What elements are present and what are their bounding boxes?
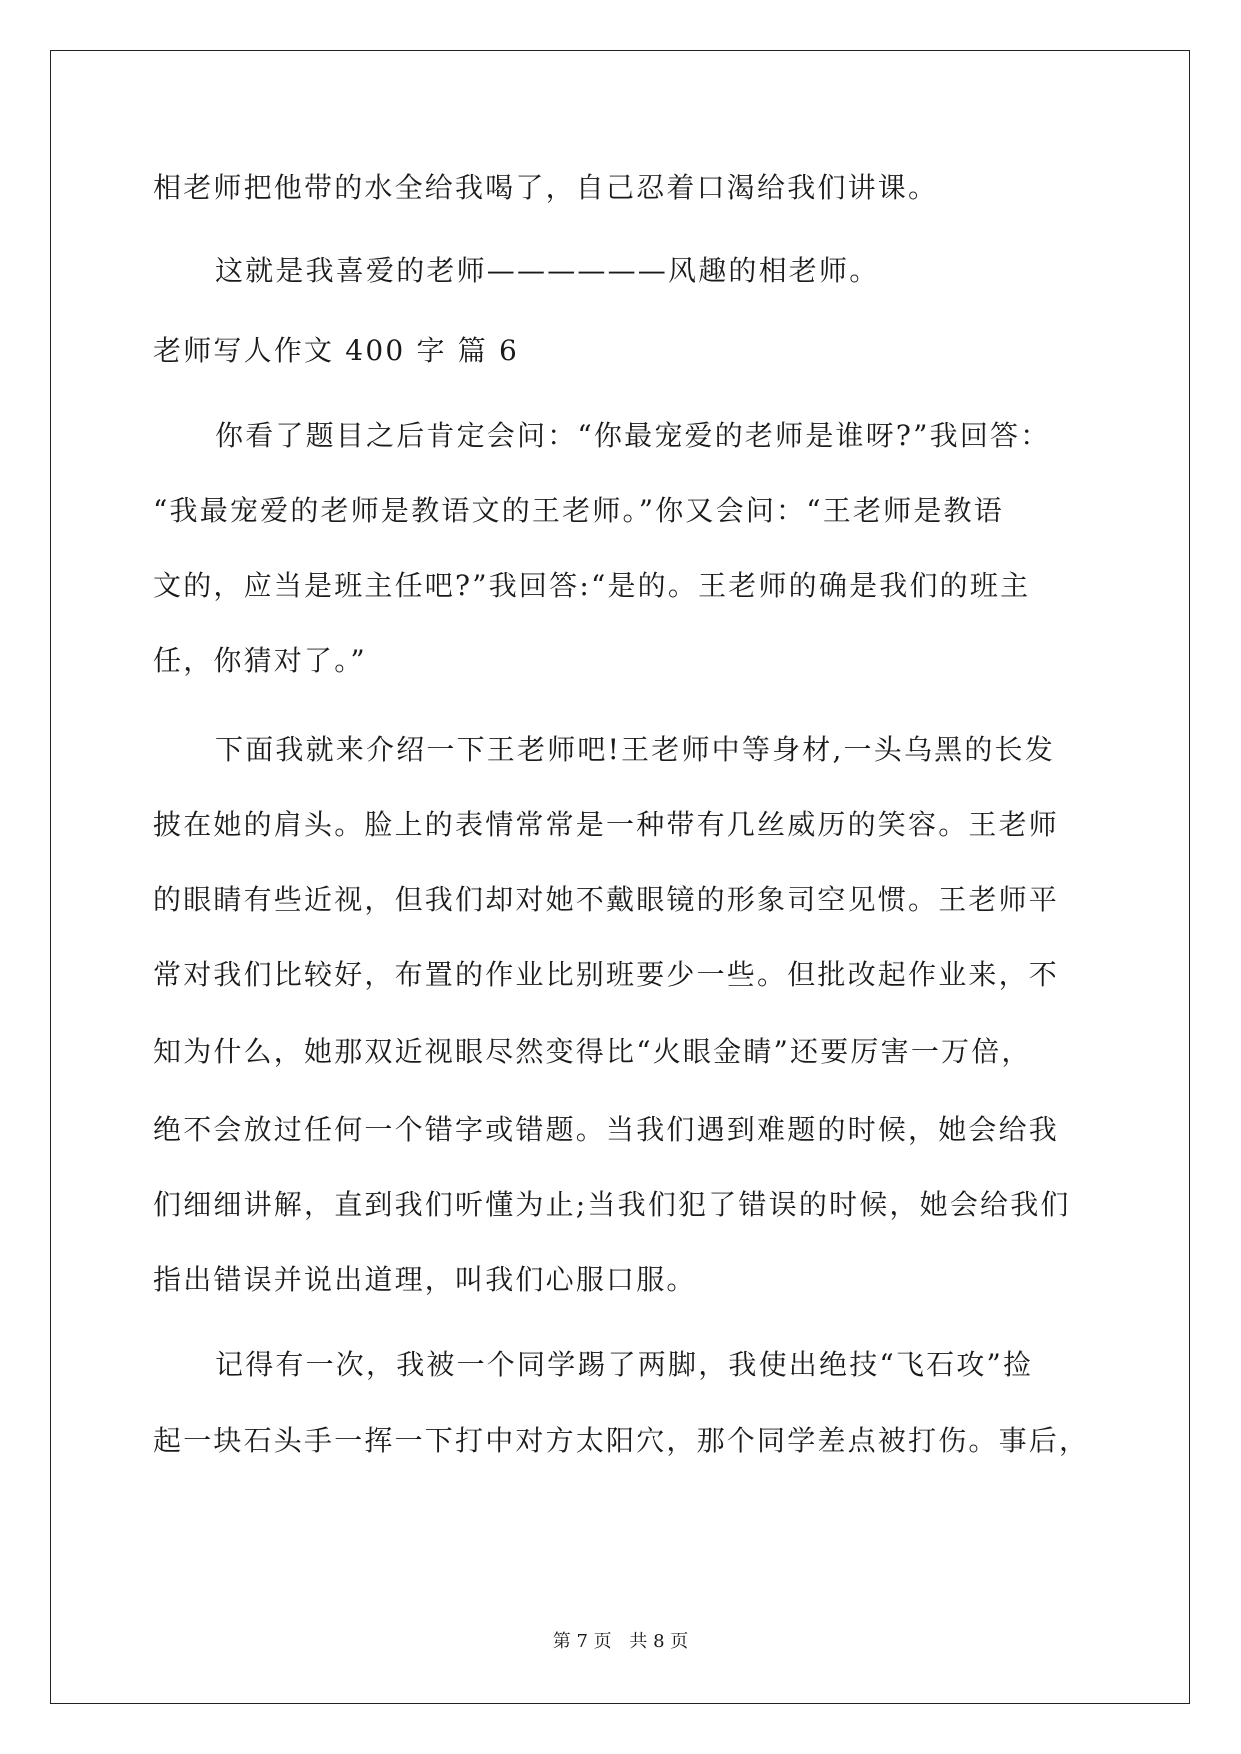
- paragraph-line: “我最宠爱的老师是教语文的王老师。”你又会问：“王老师是教语: [153, 494, 1004, 527]
- page-footer: [0, 1630, 1241, 1654]
- paragraph-line: 披在她的肩头。脸上的表情常常是一种带有几丝威历的笑容。王老师: [153, 808, 1060, 841]
- paragraph-line: 这就是我喜爱的老师——————风趣的相老师。: [215, 254, 880, 287]
- paragraph-line: 起一块石头手一挥一下打中对方太阳穴，那个同学差点被打伤。事后，: [153, 1424, 1090, 1457]
- paragraph-line: 指出错误并说出道理，叫我们心服口服。: [153, 1263, 697, 1296]
- paragraph-line: 常对我们比较好，布置的作业比别班要少一些。但批改起作业来，不: [153, 958, 1060, 991]
- paragraph-line: 任，你猜对了。”: [153, 644, 367, 677]
- paragraph-line: 绝不会放过任何一个错字或错题。当我们遇到难题的时候，她会给我: [153, 1113, 1060, 1146]
- page-number: 第 7 页: [552, 1631, 612, 1652]
- section-heading: 老师写人作文 400 字 篇 6: [153, 334, 520, 367]
- paragraph-line: 你看了题目之后肯定会问：“你最宠爱的老师是谁呀?”我回答：: [215, 419, 1051, 452]
- paragraph-line: 记得有一次，我被一个同学踢了两脚，我使出绝技“飞石攻”捡: [215, 1348, 1034, 1381]
- paragraph-line: 相老师把他带的水全给我喝了，自己忍着口渴给我们讲课。: [153, 171, 939, 204]
- paragraph-line: 知为什么，她那双近视眼尽然变得比“火眼金睛”还要厉害一万倍，: [153, 1035, 1032, 1068]
- page-total: 共 8 页: [629, 1631, 689, 1652]
- paragraph-line: 的眼睛有些近视，但我们却对她不戴眼镜的形象司空见惯。王老师平: [153, 883, 1060, 916]
- paragraph-line: 下面我就来介绍一下王老师吧!王老师中等身材,一头乌黑的长发: [215, 733, 1055, 766]
- paragraph-line: 们细细讲解，直到我们听懂为止;当我们犯了错误的时候，她会给我们: [153, 1188, 1071, 1221]
- paragraph-line: 文的，应当是班主任吧?”我回答:“是的。王老师的确是我们的班主: [153, 569, 1031, 602]
